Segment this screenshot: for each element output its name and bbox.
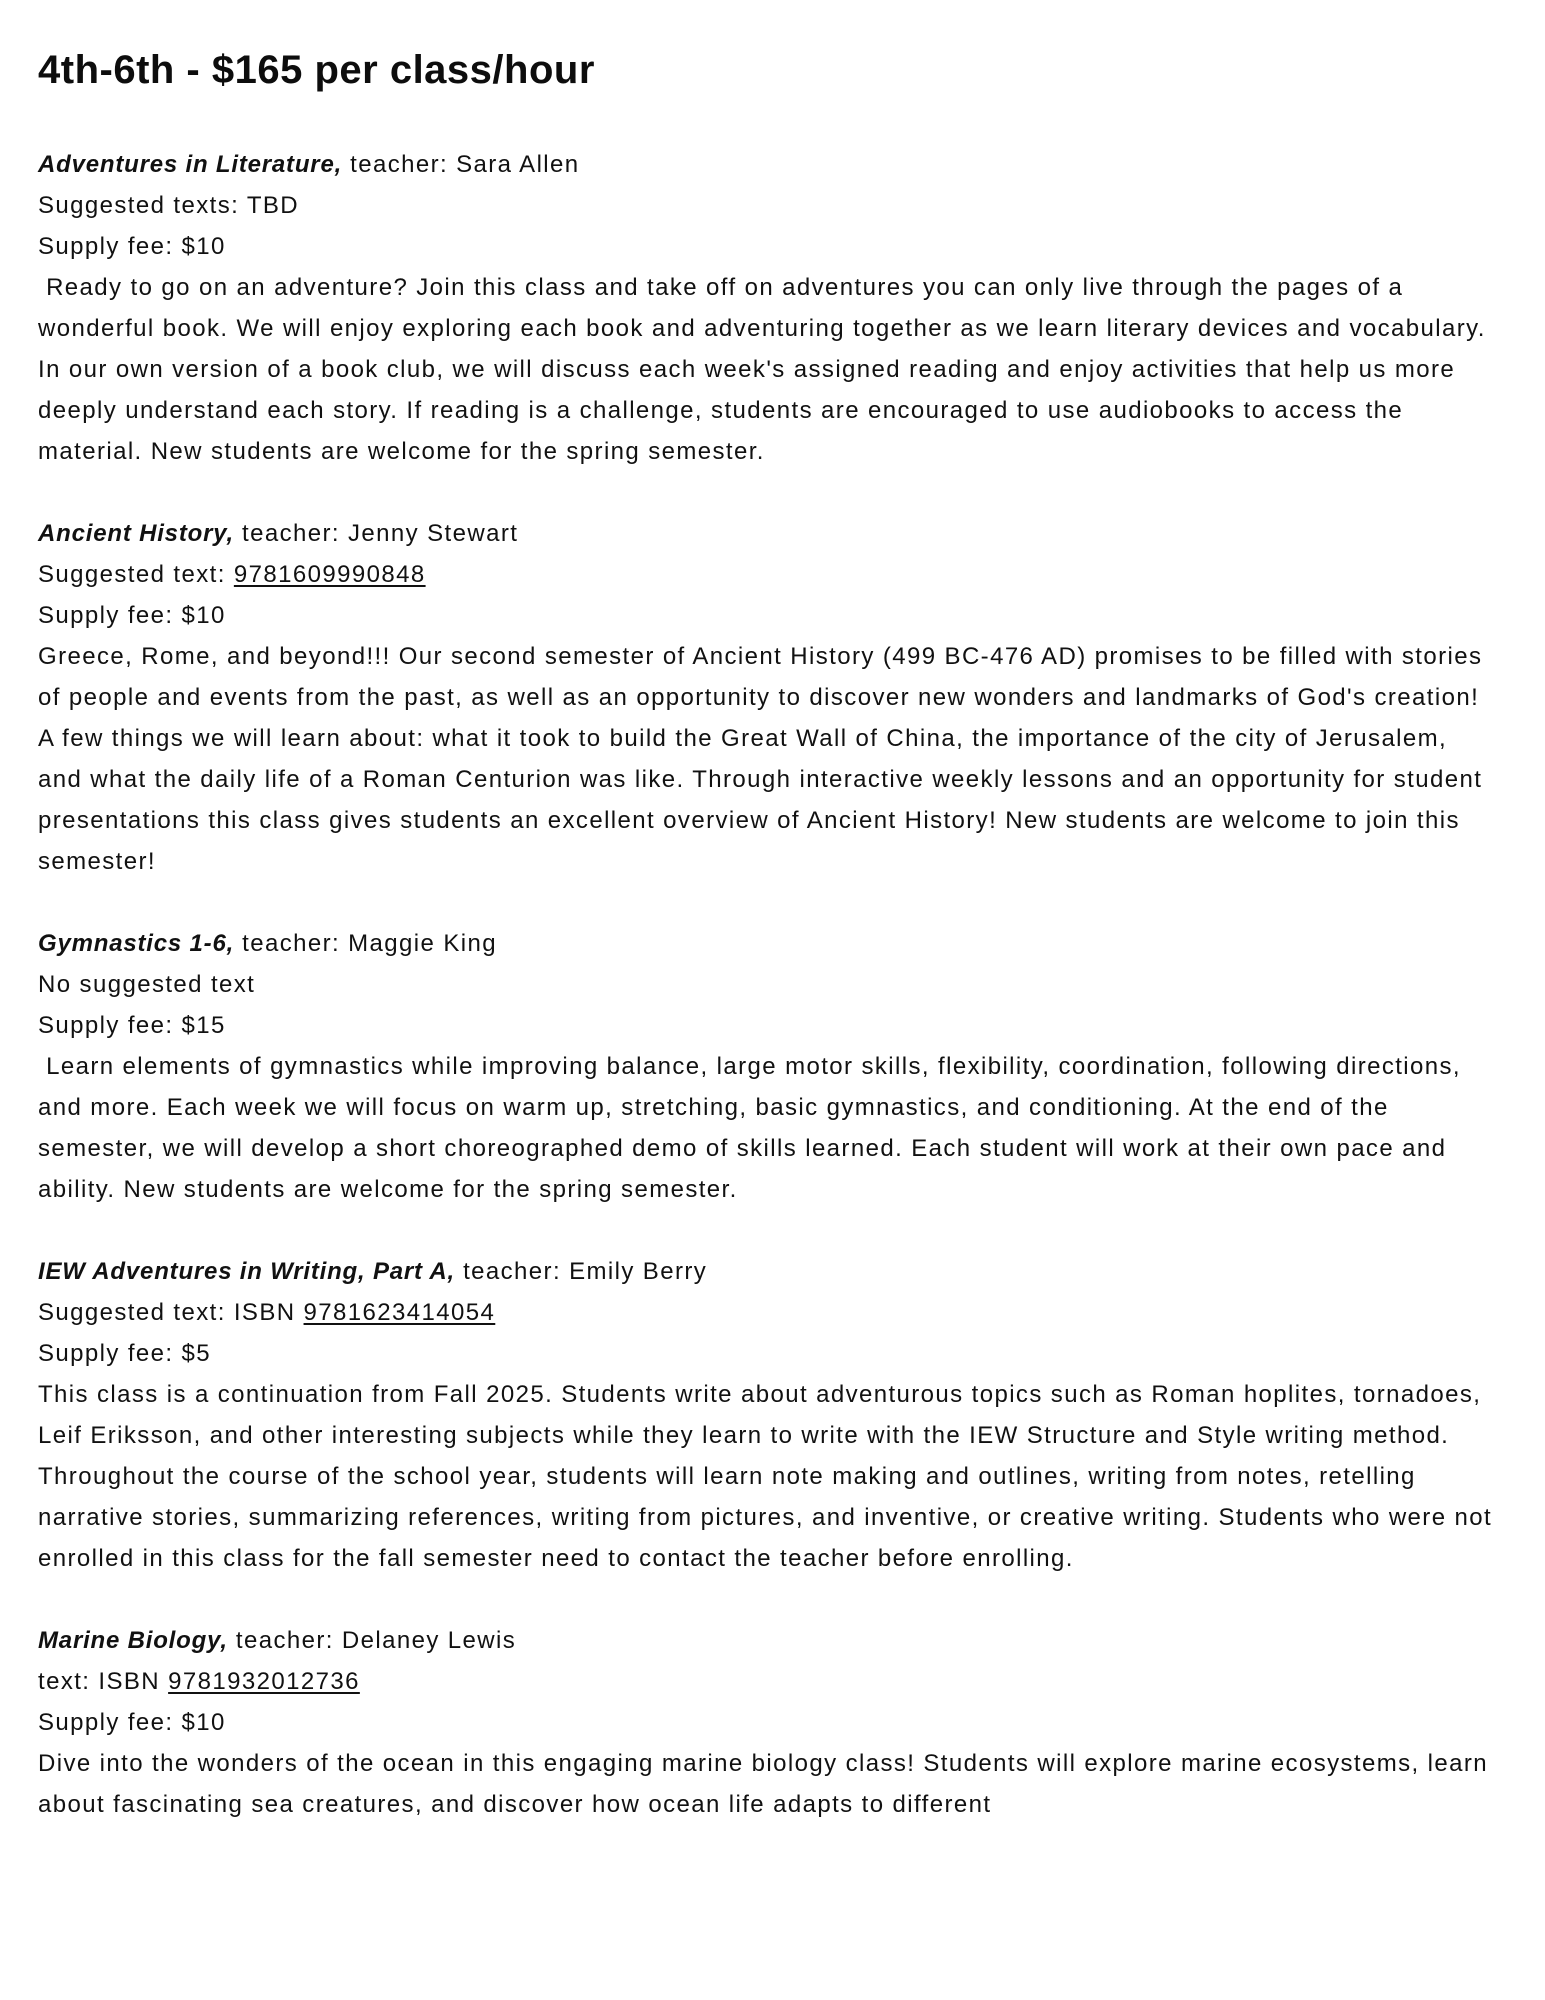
class-header — [38, 923, 1497, 964]
class-header — [38, 513, 1497, 554]
class-section-iew-adventures-in-writing-part-a — [38, 1251, 1501, 1579]
class-header — [38, 1251, 1497, 1292]
class-description: Greece, Rome, and beyond!!! Our second semester of Ancient History (499 BC-476 AD) promises to be filled with stories of people and events from the past, as well as an opportunity to discover new wonders and landmarks of God's creation! A few things we will learn about: what it took to build the Great Wall of China, the importance of the city of Jerusalem, and what the daily life of a Roman Centurion was like. Through interactive weekly lessons and an opportunity for student presentations this class gives students an excellent overview of Ancient History! New students are welcome to join this semester! — [38, 643, 1491, 875]
page-title: 4th-6th - $165 per class/hour — [38, 48, 595, 92]
suggested-text-line — [38, 554, 1497, 595]
class-teacher: teacher: Maggie King — [242, 930, 497, 957]
class-teacher: teacher: Delaney Lewis — [235, 1627, 517, 1654]
suggested-text-line: No suggested text — [38, 971, 256, 998]
supply-fee-line: Supply fee: $10 — [38, 233, 226, 260]
class-section-adventures-in-literature — [38, 144, 1497, 472]
suggested-text-line: Suggested texts: TBD — [38, 192, 300, 219]
class-header — [38, 144, 1497, 185]
class-teacher: teacher: Sara Allen — [350, 151, 580, 178]
isbn-link[interactable]: 9781932012736 — [168, 1668, 360, 1695]
class-teacher: teacher: Jenny Stewart — [242, 520, 519, 547]
supply-fee-line: Supply fee: $15 — [38, 1012, 226, 1039]
supply-fee-line: Supply fee: $10 — [38, 1709, 226, 1736]
class-teacher: teacher: Emily Berry — [463, 1258, 708, 1285]
class-name: Marine Biology, — [38, 1627, 228, 1654]
suggested-text-label: Suggested text: — [38, 561, 234, 588]
class-name: Gymnastics 1-6, — [38, 930, 235, 957]
class-description: Learn elements of gymnastics while improving balance, large motor skills, flexibility, coordination, following directions, and more. Each week we will focus on warm up, stretching, basic gymnastics, and conditioning. At the end of the semester, we will develop a short choreographed demo of skills learned. Each student will work at their own pace and ability. New students are welcome for the spring semester. — [38, 1053, 1470, 1203]
isbn-link[interactable]: 9781623414054 — [303, 1299, 496, 1326]
isbn-link[interactable]: 9781609990848 — [233, 561, 426, 588]
class-description: Dive into the wonders of the ocean in this engaging marine biology class! Students will explore marine ecosystems, learn about fascinating sea creatures, and discover how ocean life adapts to different — [38, 1750, 1497, 1818]
class-name: Ancient History, — [38, 520, 234, 547]
supply-fee-line: Supply fee: $10 — [38, 602, 226, 629]
suggested-text-line — [38, 1661, 1497, 1702]
suggested-text-label: text: ISBN — [38, 1668, 169, 1695]
class-name: IEW Adventures in Writing, Part A, — [38, 1258, 456, 1285]
suggested-text-label: Suggested text: ISBN — [38, 1299, 304, 1326]
suggested-text-line — [38, 1292, 1497, 1333]
class-description: This class is a continuation from Fall 2025. Students write about adventurous topics such as Roman hoplites, tornadoes, Leif Eriksson, and other interesting subjects while they learn to write with the IEW Structure and Style writing method. Throughout the course of the school year, students will learn note making and outlines, writing from notes, retelling narrative stories, summarizing references, writing from pictures, and inventive, or creative writing. Students who were not enrolled in this class for the fall semester need to contact the teacher before enrolling. — [38, 1381, 1501, 1572]
class-header — [38, 1620, 1497, 1661]
class-section-ancient-history — [38, 513, 1497, 882]
supply-fee-line: Supply fee: $5 — [38, 1340, 212, 1367]
class-description: Ready to go on an adventure? Join this class and take off on adventures you can only live through the pages of a wonderful book. We will enjoy exploring each book and adventuring together as we learn literary devices and vocabulary. In our own version of a book club, we will discuss each week's assigned reading and enjoy activities that help us more deeply understand each story. If reading is a challenge, students are encouraged to use audiobooks to access the material. New students are welcome for the spring semester. — [38, 274, 1494, 465]
class-section-marine-biology — [38, 1620, 1497, 1825]
class-section-gymnastics-1-6 — [38, 923, 1497, 1210]
class-name: Adventures in Literature, — [38, 151, 343, 178]
